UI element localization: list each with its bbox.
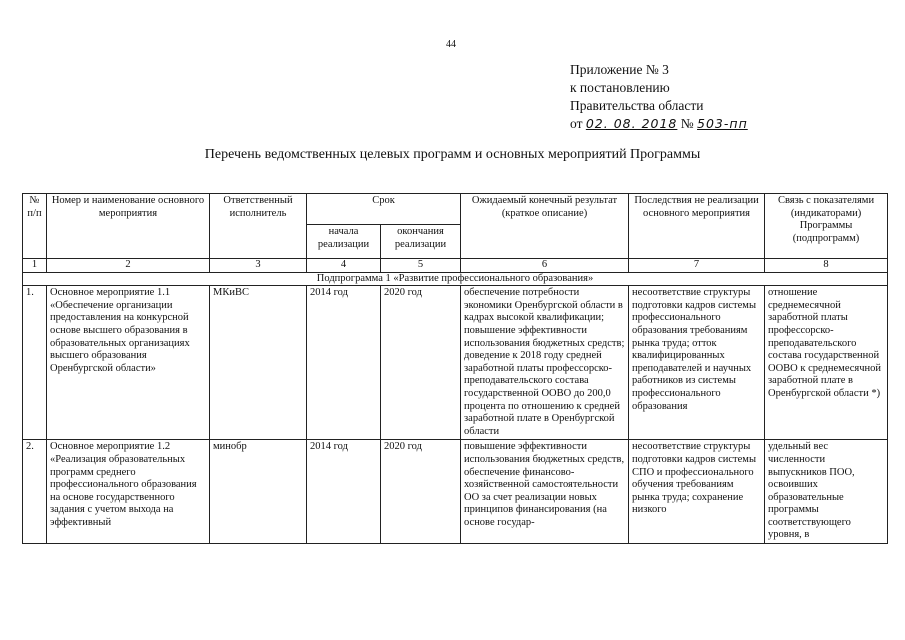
appendix-line-2: к постановлению [570, 80, 670, 95]
table-row [23, 286, 888, 440]
appendix-date-line [570, 115, 748, 133]
header-start: начала реализации [307, 225, 381, 259]
header-executor: Ответственный исполнитель [210, 194, 307, 259]
col-number: 3 [210, 259, 307, 273]
document-title: Перечень ведомственных целевых программ и основных мероприятий Программы [204, 147, 701, 162]
row-name: Основное мероприятие 1.2 «Реализация образовательных программ среднего профессионального образования на основе государственного задания с учетом выхода на эффективный [47, 440, 210, 544]
appendix-line-3: Правительства области [570, 98, 704, 113]
row-executor: МКиВС [210, 286, 307, 440]
header-num: № п/п [23, 194, 47, 259]
header-link: Связь с показателями (индикаторами) Программы (подпрограмм) [765, 194, 888, 259]
row-result: повышение эффективности использования бюджетных средств, обеспечение финансово-хозяйственной самостоятельности ОО за счет реализации новых принципов финансирования (на основе государ- [461, 440, 629, 544]
handwritten-number: 503-пп [697, 116, 748, 131]
page-number: 44 [446, 39, 456, 50]
row-consequences: несоответствие структуры подготовки кадров системы СПО и профессионального обучения требованиям рынка труда; сохранение низкого [629, 440, 765, 544]
row-num: 1. [23, 286, 47, 440]
row-num: 2. [23, 440, 47, 544]
subprogram-title: Подпрограмма 1 «Развитие профессионального образования» [23, 272, 888, 286]
subprogram-row [23, 272, 888, 286]
from-label: от [570, 116, 583, 131]
appendix-line-1: Приложение № 3 [570, 62, 669, 77]
row-start: 2014 год [307, 286, 381, 440]
table-row [23, 440, 888, 544]
col-number: 1 [23, 259, 47, 273]
header-result: Ожидаемый конечный результат (краткое описание) [461, 194, 629, 259]
row-result: обеспечение потребности экономики Оренбургской области в кадрах высокой квалификации; повышение эффективности использования бюджетных средств; доведение к 2018 году средней заработной платы профессорско-преподавательского состава государственной ООВО до 200,0 процента по отношению к средней заработной плате в Оренбургской области [461, 286, 629, 440]
header-name: Номер и наименование основного мероприятия [47, 194, 210, 259]
col-number: 8 [765, 259, 888, 273]
header-row-1 [23, 194, 888, 225]
row-consequences: несоответствие структуры подготовки кадров системы профессионального образования требованиям рынка труда; отток квалифицированных преподавателей и научных работников из системы профессионального образования [629, 286, 765, 440]
row-end: 2020 год [381, 440, 461, 544]
col-number: 2 [47, 259, 210, 273]
row-link: отношение среднемесячной заработной платы профессорско-преподавательского состава государственной ООВО к среднемесячной заработной плате в Оренбургской области *) [765, 286, 888, 440]
row-start: 2014 год [307, 440, 381, 544]
row-link: удельный вес численности выпускников ПОО, освоивших образовательные программы соответствующего уровня, в [765, 440, 888, 544]
number-label: № [680, 116, 694, 131]
col-number: 6 [461, 259, 629, 273]
handwritten-date: 02. 08. 2018 [585, 116, 678, 131]
col-number: 7 [629, 259, 765, 273]
column-numbers-row [23, 259, 888, 273]
row-name: Основное мероприятие 1.1 «Обеспечение организации предоставления на конкурсной основе высшего образования в образовательных организациях высшего образования Оренбургской области» [47, 286, 210, 440]
header-end: окончания реализации [381, 225, 461, 259]
col-number: 5 [381, 259, 461, 273]
appendix-block [570, 61, 748, 133]
col-number: 4 [307, 259, 381, 273]
programs-table [22, 193, 888, 544]
row-end: 2020 год [381, 286, 461, 440]
row-executor: минобр [210, 440, 307, 544]
header-term: Срок [307, 194, 461, 225]
header-consequences: Последствия не реализации основного мероприятия [629, 194, 765, 259]
